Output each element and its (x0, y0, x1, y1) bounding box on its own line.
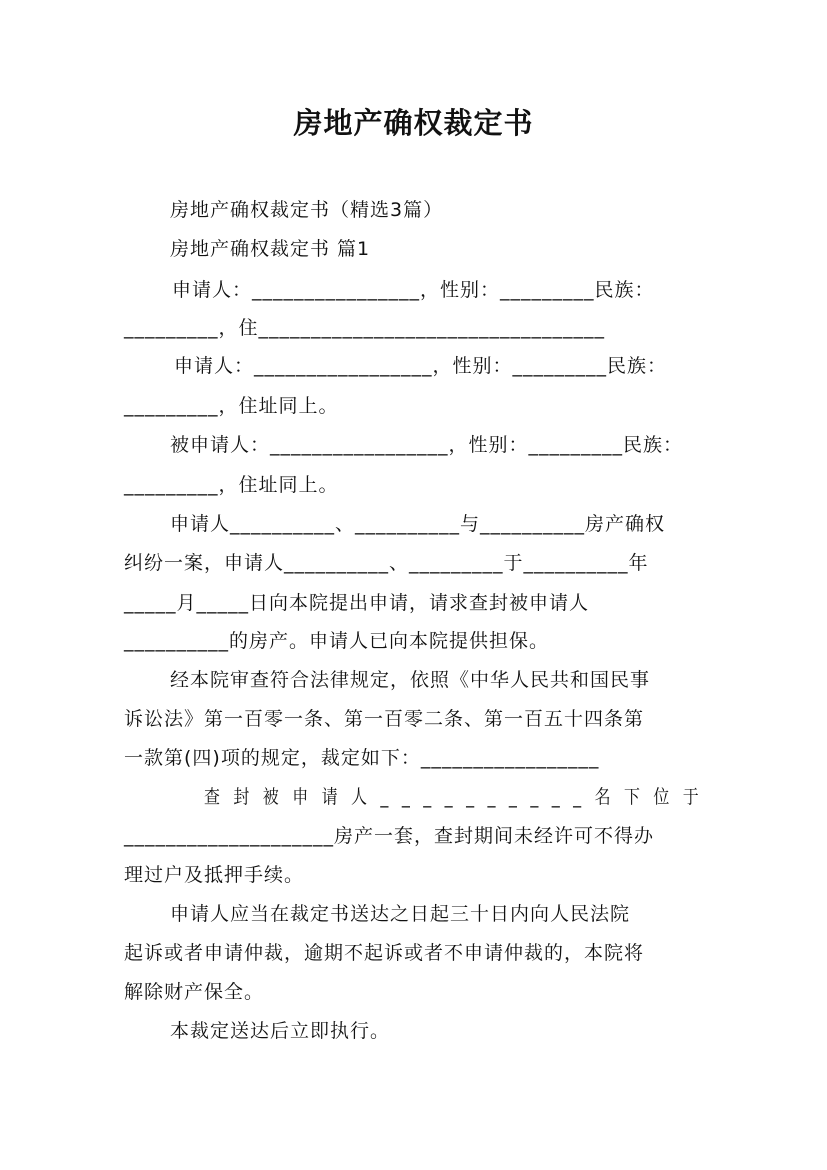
section-heading: 房地产确权裁定书 篇1 (170, 238, 371, 260)
respondent-address: _________，住址同上。 (124, 474, 339, 496)
ruling-line-2: ____________________房产一套，查封期间未经许可不得办 (124, 825, 655, 847)
body-paragraph-2-line-2: 诉讼法》第一百零一条、第一百零二条、第一百五十四条第 (124, 708, 645, 730)
body-paragraph-1-line-2: 纠纷一案，申请人__________、_________于__________年 (124, 552, 649, 574)
applicant-address-1: _________，住_________________________________ (124, 317, 606, 339)
body-paragraph-1-line-1: 申请人__________、__________与__________房产确权 (170, 513, 666, 535)
body-paragraph-2-line-3: 一款第(四)项的规定，裁定如下：_________________ (124, 747, 600, 769)
ruling-line-3: 理过户及抵押手续。 (124, 864, 305, 886)
applicant-address-2: _________，住址同上。 (124, 395, 339, 417)
body-paragraph-3-line-3: 解除财产保全。 (124, 981, 265, 1003)
respondent-line: 被申请人：_________________，性别：_________民族： (170, 434, 684, 456)
applicant-line-2: 申请人：_________________，性别：_________民族： (174, 355, 668, 377)
body-paragraph-1-line-4: __________的房产。申请人已向本院提供担保。 (124, 630, 550, 652)
applicant-line-1: 申请人：________________，性别：_________民族： (172, 279, 655, 301)
subtitle-line: 房地产确权裁定书（精选3篇） (170, 199, 444, 221)
document-title: 房地产确权裁定书 (293, 106, 534, 140)
body-paragraph-3-line-1: 申请人应当在裁定书送达之日起三十日内向人民法院 (170, 903, 631, 925)
closing-line: 本裁定送达后立即执行。 (170, 1020, 391, 1042)
body-paragraph-3-line-2: 起诉或者申请仲裁，逾期不起诉或者不申请仲裁的，本院将 (124, 942, 645, 964)
ruling-line-1: 查封被申请人__________名下位于 (204, 786, 713, 808)
body-paragraph-1-line-3: _____月_____日向本院提出申请，请求查封被申请人 (124, 592, 590, 614)
body-paragraph-2-line-1: 经本院审查符合法律规定，依照《中华人民共和国民事 (170, 669, 651, 691)
